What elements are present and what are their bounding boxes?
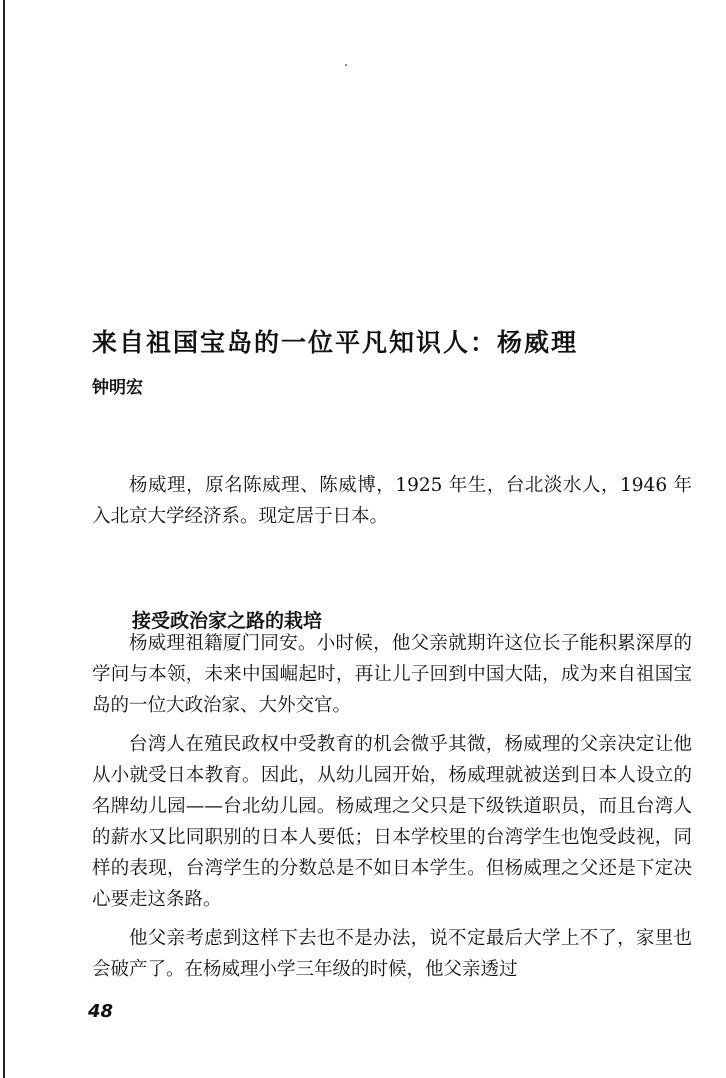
body-paragraph-3: 他父亲考虑到这样下去也不是办法，说不定最后大学上不了，家里也会破产了。在杨威理小学三年级的时候，他父亲透过 (92, 928, 692, 980)
scan-speck (345, 64, 347, 66)
article-author: 钟明宏 (92, 378, 143, 398)
page-edge-rule (3, 0, 5, 1078)
body-paragraph-2: 台湾人在殖民政权中受教育的机会微乎其微，杨威理的父亲决定让他从小就受日本教育。因此，从幼儿园开始，杨威理就被送到日本人设立的名牌幼儿园——台北幼儿园。杨威理之父只是下级铁道职员，而且台湾人的薪水又比同职别的日本人要低；日本学校里的台湾学生也饱受歧视，同样的表现，台湾学生的分数总是不如日本学生。但杨威理之父还是下定决心要走这条路。 (92, 734, 692, 910)
body-paragraph-1: 杨威理祖籍厦门同安。小时候，他父亲就期许这位长子能积累深厚的学问与本领，未来中国崛起时，再让儿子回到中国大陆，成为来自祖国宝岛的一位大政治家、大外交官。 (92, 633, 692, 716)
intro-paragraph: 杨威理，原名陈威理、陈威博，1925 年生，台北淡水人，1946 年入北京大学经济系。现定居于日本。 (92, 475, 692, 527)
page-number: 48 (88, 1001, 114, 1022)
article-title: 来自祖国宝岛的一位平凡知识人：杨威理 (92, 327, 579, 357)
section-heading: 接受政治家之路的栽培 (132, 609, 323, 632)
